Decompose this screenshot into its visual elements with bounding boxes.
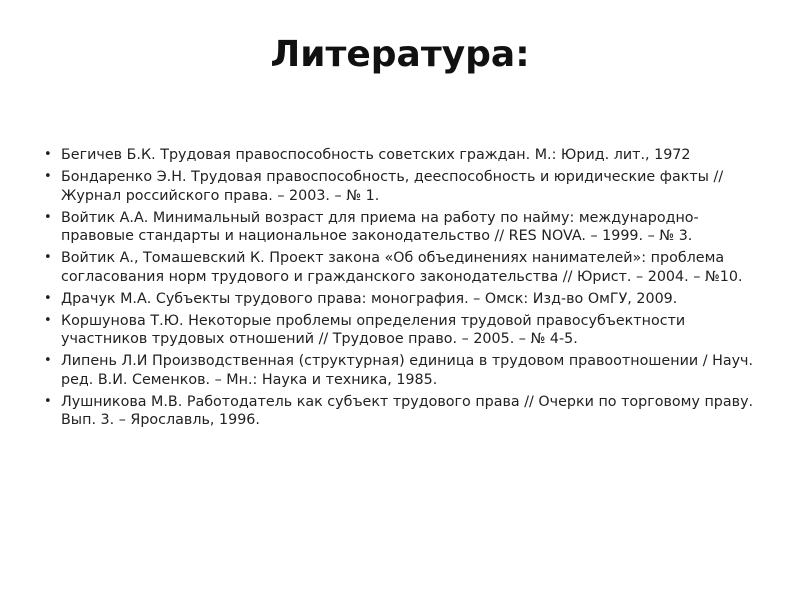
list-item [44, 393, 764, 430]
list-item [44, 290, 764, 309]
bullet-icon: • [44, 290, 52, 306]
bullet-icon: • [44, 209, 52, 225]
reference-text: Войтик А., Томашевский К. Проект закона «Об объединениях нанимателей»: проблема согласования норм трудового и гражданского законодательства // Юрист. – 2004. – №10. [61, 250, 743, 285]
reference-text: Коршунова Т.Ю. Некоторые проблемы определения трудовой правосубъектности участников трудовых отношений // Трудовое право. – 2005. – № 4-5. [61, 312, 686, 348]
list-item [44, 352, 764, 389]
slide-title: Литература: [270, 34, 530, 75]
reference-text: Бегичев Б.К. Трудовая правоспособность советских граждан. М.: Юрид. лит., 1972 [61, 147, 691, 163]
list-item [44, 209, 764, 246]
bullet-icon: • [44, 312, 52, 328]
reference-text: Войтик А.А. Минимальный возраст для приема на работу по найму: международно-правовые стандарты и национальное законодательство // RES NOVA. – 1999. – № 3. [61, 209, 699, 245]
list-item [44, 168, 764, 205]
reference-text: Лушникова М.В. Работодатель как субъект трудового права // Очерки по торговому праву. Вып. 3. – Ярославль, 1996. [61, 393, 754, 429]
list-item [44, 249, 764, 286]
bullet-icon: • [44, 393, 52, 409]
reference-text: Бондаренко Э.Н. Трудовая правоспособность, дееспособность и юридические факты // Журнал российского права. – 2003. – № 1. [61, 168, 724, 204]
list-item [44, 312, 764, 349]
bullet-icon: • [44, 250, 52, 266]
bullet-icon: • [44, 353, 52, 369]
bullet-icon: • [44, 147, 52, 162]
reference-text: Липень Л.И Производственная (структурная) единица в трудовом правоотношении / Науч. ред. В.И. Семенков. – Мн.: Наука и техника, 1985. [61, 353, 754, 388]
reference-list [44, 146, 764, 433]
reference-text: Драчук М.А. Субъекты трудового права: монография. – Омск: Изд-во ОмГУ, 2009. [61, 290, 678, 307]
list-item [44, 146, 764, 165]
bullet-icon: • [44, 168, 52, 184]
